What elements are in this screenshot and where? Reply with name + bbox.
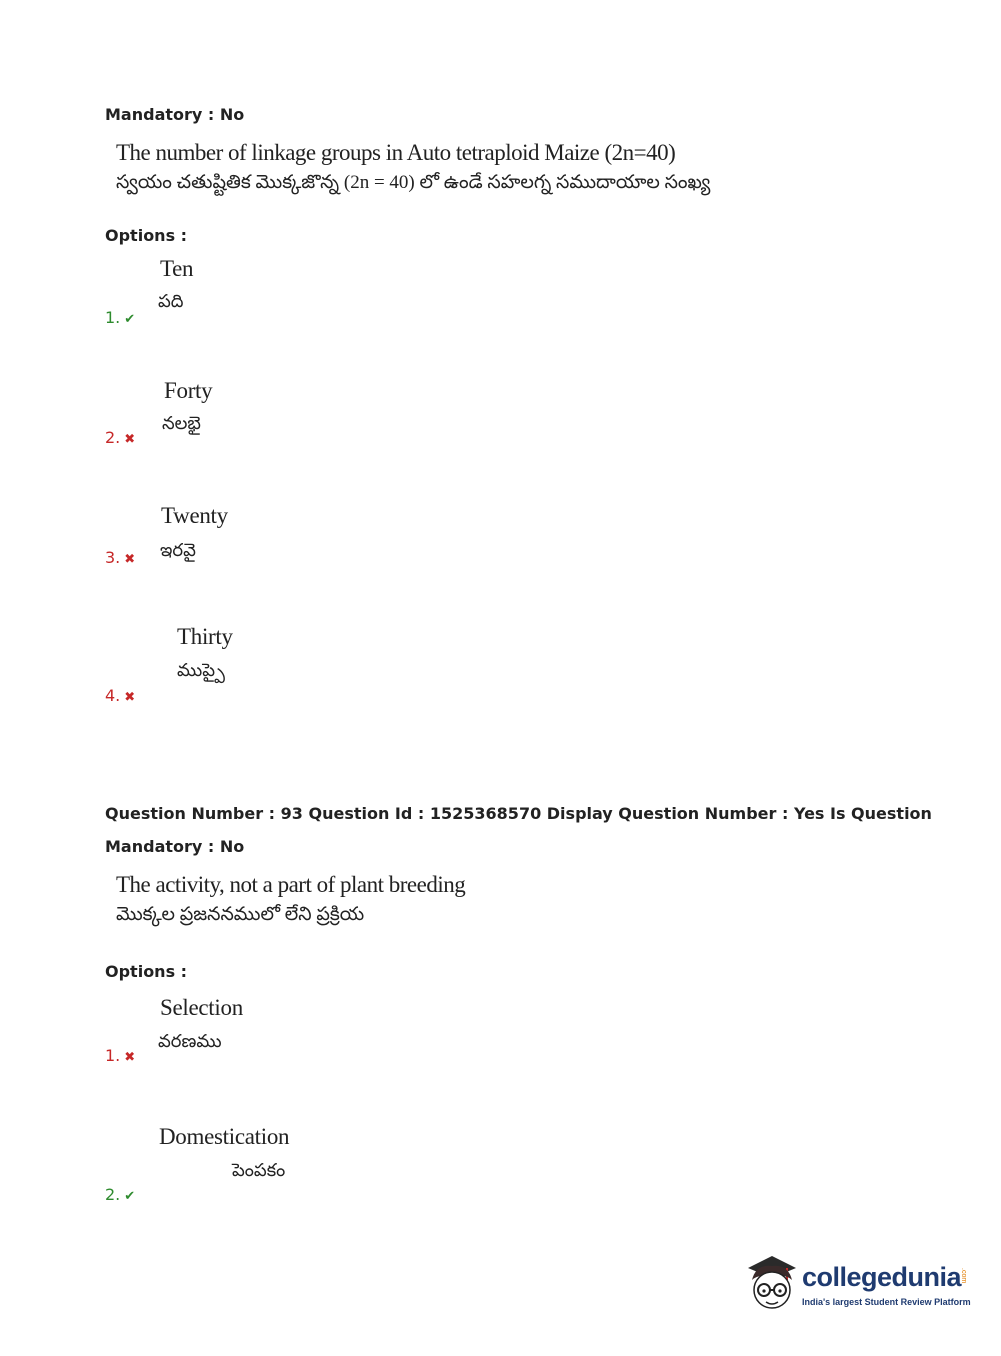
q92-option-1-en: Ten <box>160 256 194 281</box>
cross-icon: ✖ <box>124 1050 136 1065</box>
q92-option-4-number <box>105 686 135 705</box>
q93-question-text <box>116 872 465 930</box>
option-number: 1. <box>105 1046 121 1065</box>
q92-option-1-number <box>105 308 135 327</box>
q93-header: Question Number : 93 Question Id : 1525368570 Display Question Number : Yes Is Question <box>105 804 932 823</box>
collegedunia-logo <box>742 1250 972 1320</box>
logo-com: .com <box>960 1268 967 1284</box>
q92-option-2-en: Forty <box>164 378 213 403</box>
q92-option-4-en: Thirty <box>177 624 233 649</box>
q93-question-te: మొక్కల ప్రజననములో లేని ప్రక్రియ <box>116 904 365 925</box>
option-number: 4. <box>105 686 121 705</box>
checkmark-icon: ✔ <box>124 1189 136 1204</box>
q92-option-4-te: ముప్పై <box>177 660 225 680</box>
q93-option-2-en: Domestication <box>159 1124 290 1149</box>
cross-icon: ✖ <box>124 690 136 705</box>
logo-tagline: India's largest Student Review Platform <box>802 1297 971 1307</box>
q92-option-3-number <box>105 548 135 567</box>
q92-question-text <box>116 140 710 198</box>
q92-mandatory: Mandatory : No <box>105 105 245 124</box>
option-number: 3. <box>105 548 121 567</box>
q92-option-2-te: నలభై <box>162 413 201 433</box>
q93-options-label: Options : <box>105 962 188 981</box>
option-number: 2. <box>105 428 121 447</box>
cross-icon: ✖ <box>124 552 136 567</box>
q93-option-2-te: పెంపకం <box>232 1160 286 1180</box>
option-number: 2. <box>105 1185 121 1204</box>
mascot-icon <box>742 1250 800 1320</box>
q92-question-te: స్వయం చతుష్టితిక మొక్కజొన్న (2n = 40) లో ఉండే సహలగ్న సముదాయాల సంఖ్య <box>116 172 711 193</box>
q93-option-1-te: వరణము <box>158 1031 222 1051</box>
q92-option-3-en: Twenty <box>161 503 228 528</box>
q92-question-en: The number of linkage groups in Auto tetraploid Maize (2n=40) <box>116 140 676 165</box>
q93-mandatory: Mandatory : No <box>105 837 245 856</box>
option-number: 1. <box>105 308 121 327</box>
q92-options-label: Options : <box>105 226 188 245</box>
q93-option-1-number <box>105 1046 135 1065</box>
q92-option-1-te: పది <box>158 291 184 311</box>
q92-option-3-te: ఇరవై <box>160 540 196 560</box>
logo-wordmark: collegedunia <box>802 1262 962 1292</box>
q93-option-2-number <box>105 1185 135 1204</box>
cross-icon: ✖ <box>124 432 136 447</box>
q93-question-en: The activity, not a part of plant breeding <box>116 872 466 897</box>
q92-option-2-number <box>105 428 135 447</box>
checkmark-icon: ✔ <box>124 312 136 327</box>
q93-option-1-en: Selection <box>160 995 243 1020</box>
